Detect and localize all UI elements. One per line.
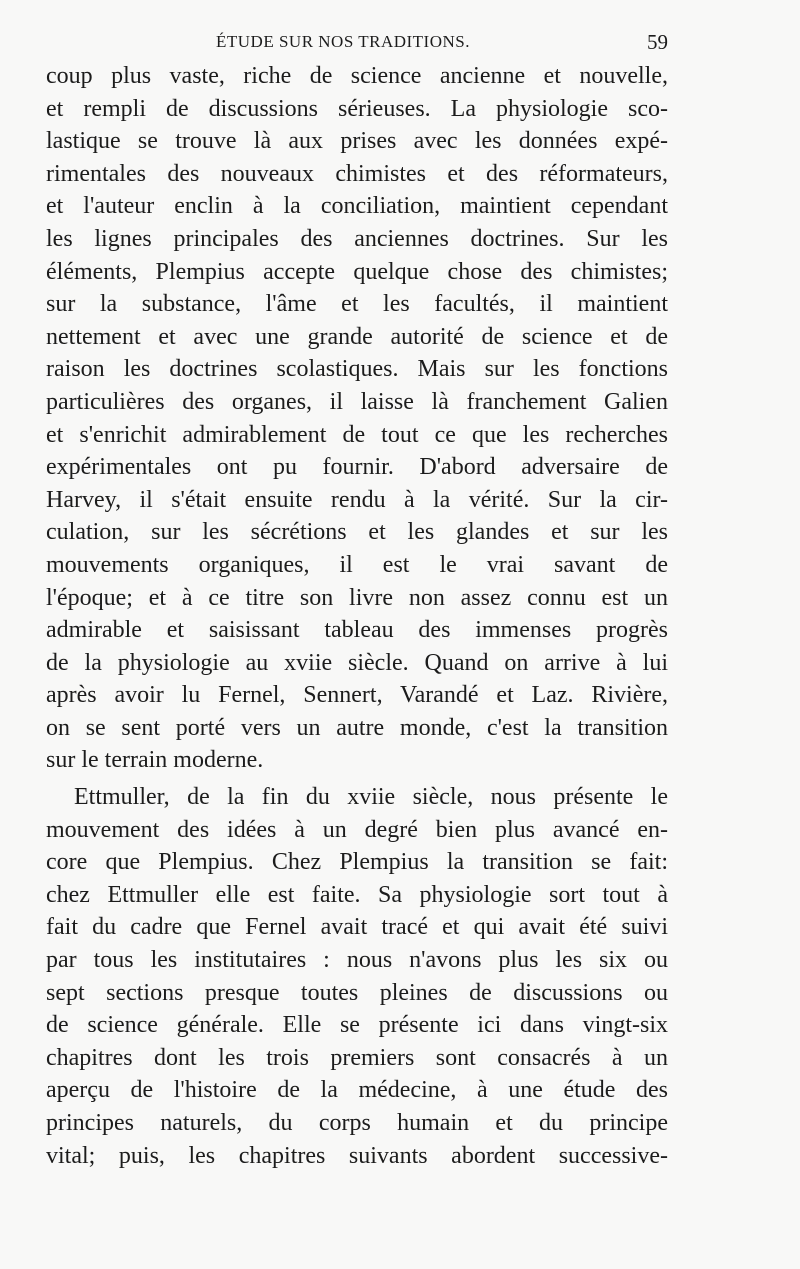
text-line: vital; puis, les chapitres suivants abordent successive- bbox=[46, 1142, 668, 1169]
text-line: principes naturels, du corps humain et du principe bbox=[46, 1110, 668, 1136]
text-line: mouvement des idées à un degré bien plus avancé en- bbox=[46, 816, 668, 843]
text-line: sur le terrain moderne. bbox=[46, 747, 264, 774]
running-head: ÉTUDE SUR NOS TRADITIONS. bbox=[216, 32, 470, 51]
text-line: par tous les institutaires : nous n'avons plus les six ou bbox=[46, 947, 668, 974]
paragraph-1 bbox=[46, 60, 668, 777]
text-line: Harvey, il s'était ensuite rendu à la vérité. Sur la cir- bbox=[46, 486, 668, 513]
text-line: particulières des organes, il laisse là franchement Galien bbox=[46, 388, 668, 415]
text-line: aperçu de l'histoire de la médecine, à une étude des bbox=[46, 1077, 668, 1104]
text-line: sur la substance, l'âme et les facultés, il maintient bbox=[46, 291, 668, 318]
text-line: les lignes principales des anciennes doctrines. Sur les bbox=[46, 225, 668, 252]
text-line: core que Plempius. Chez Plempius la transition se fait: bbox=[46, 849, 668, 876]
text-line: après avoir lu Fernel, Sennert, Varandé et Laz. Rivière, bbox=[46, 682, 668, 709]
text-line: admirable et saisissant tableau des immenses progrès bbox=[46, 617, 668, 644]
text-line: nettement et avec une grande autorité de science et de bbox=[46, 323, 668, 350]
text-line: on se sent porté vers un autre monde, c'est la transition bbox=[46, 714, 668, 741]
text-line: éléments, Plempius accepte quelque chose des chimistes; bbox=[46, 258, 668, 285]
text-line: chapitres dont les trois premiers sont consacrés à un bbox=[46, 1044, 668, 1071]
body-text bbox=[46, 60, 668, 1172]
page-number: 59 bbox=[647, 30, 668, 54]
text-line: expérimentales ont pu fournir. D'abord adversaire de bbox=[46, 454, 668, 481]
text-line: de science générale. Elle se présente ici dans vingt-six bbox=[46, 1012, 668, 1039]
text-line: l'époque; et à ce titre son livre non assez connu est un bbox=[46, 584, 668, 611]
text-line: et rempli de discussions sérieuses. La physiologie sco- bbox=[46, 95, 668, 122]
text-line: chez Ettmuller elle est faite. Sa physiologie sort tout à bbox=[46, 881, 668, 908]
text-line: coup plus vaste, riche de science ancienne et nouvelle, bbox=[46, 63, 668, 89]
text-line: raison les doctrines scolastiques. Mais sur les fonctions bbox=[46, 356, 668, 383]
page-header bbox=[46, 30, 668, 54]
text-line: lastique se trouve là aux prises avec les données expé- bbox=[46, 128, 668, 155]
text-line: et s'enrichit admirablement de tout ce que les recherches bbox=[46, 421, 668, 448]
text-line: mouvements organiques, il est le vrai savant de bbox=[46, 551, 668, 578]
paragraph-2 bbox=[46, 781, 668, 1172]
text-line: sept sections presque toutes pleines de discussions ou bbox=[46, 979, 668, 1006]
text-line: fait du cadre que Fernel avait tracé et qui avait été suivi bbox=[46, 914, 668, 941]
text-line: et l'auteur enclin à la conciliation, maintient cependant bbox=[46, 193, 668, 220]
text-line: rimentales des nouveaux chimistes et des réformateurs, bbox=[46, 160, 668, 187]
text-line: culation, sur les sécrétions et les glandes et sur les bbox=[46, 519, 668, 546]
text-line: de la physiologie au xviie siècle. Quand on arrive à lui bbox=[46, 649, 668, 676]
text-line: Ettmuller, de la fin du xviie siècle, nous présente le bbox=[74, 784, 668, 811]
